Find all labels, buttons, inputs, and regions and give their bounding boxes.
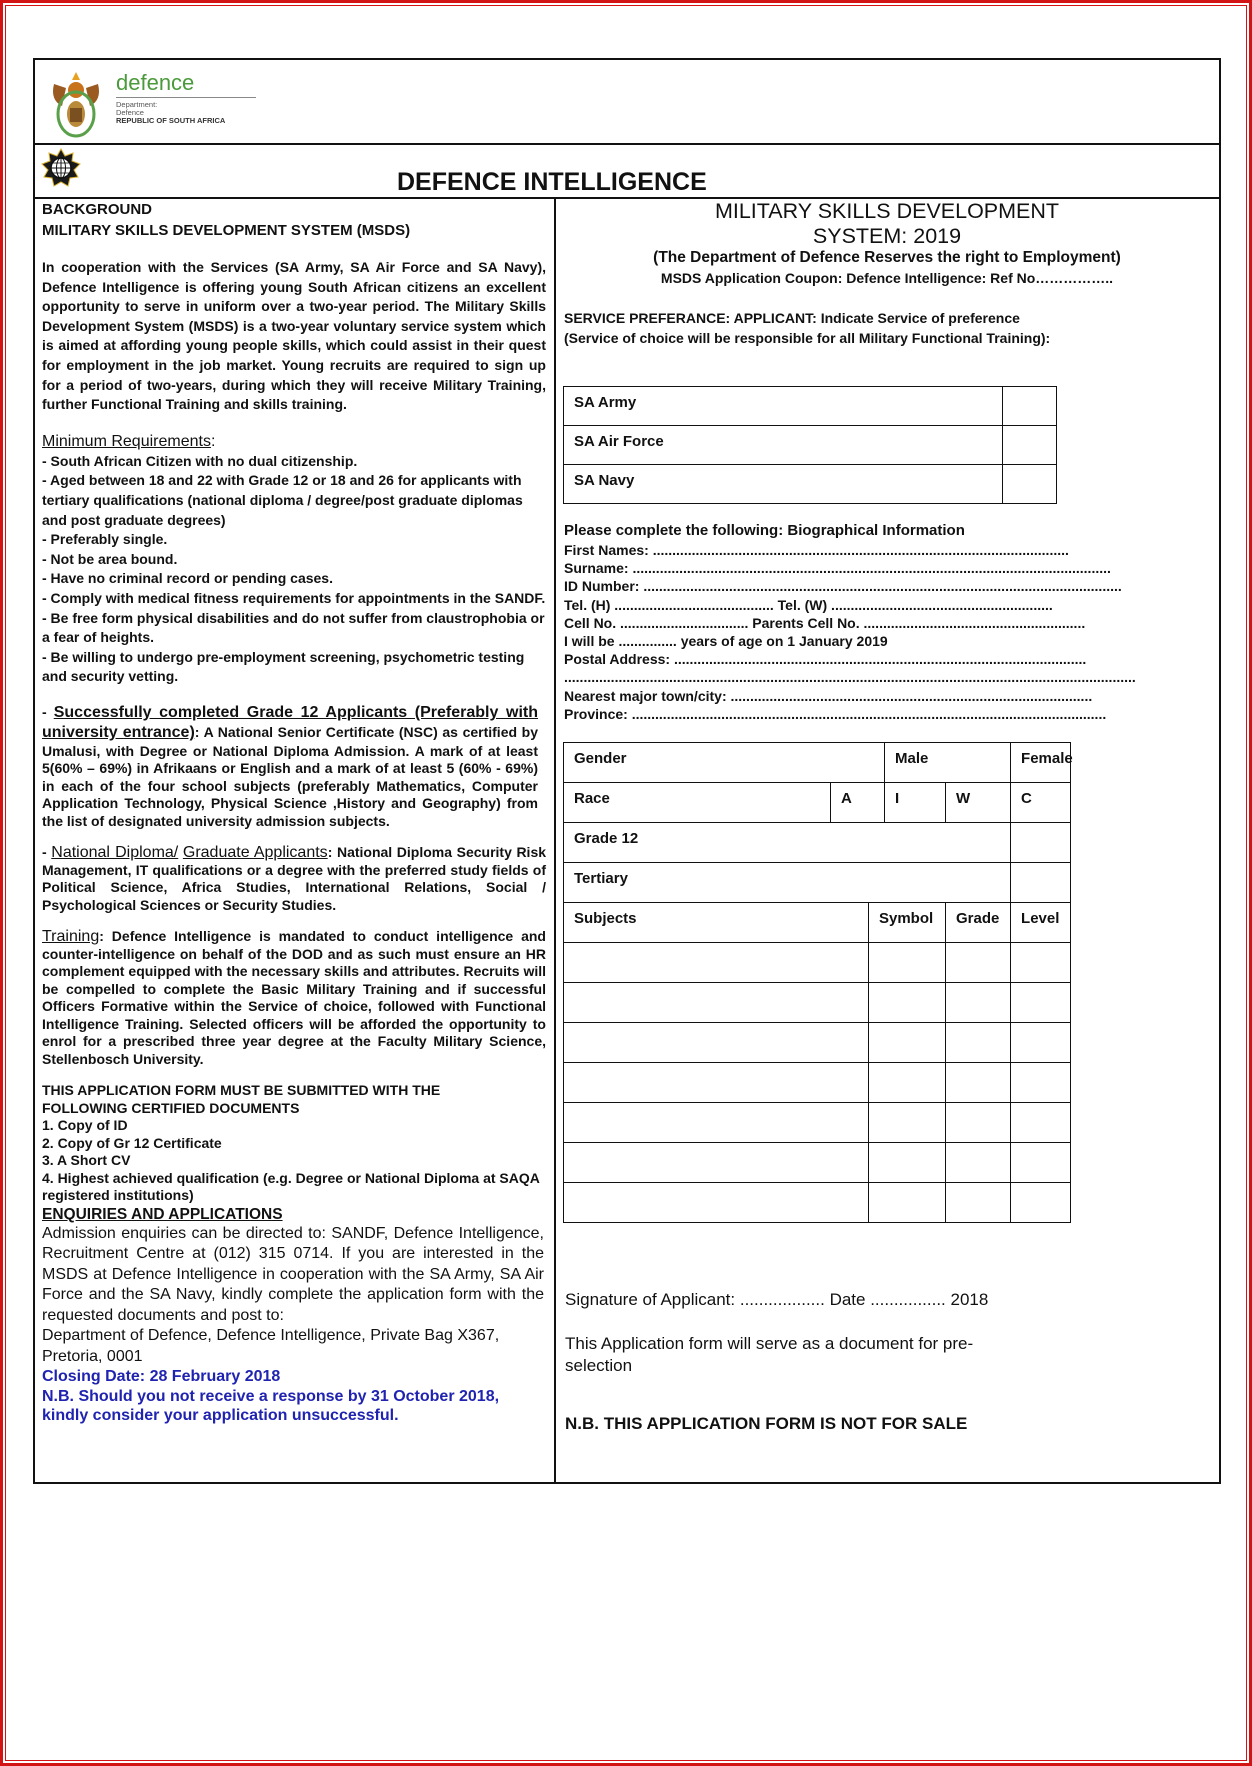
- closing-date: Closing Date: 28 February 2018: [42, 1368, 281, 1386]
- level-cell[interactable]: [1011, 1063, 1071, 1103]
- subject-cell[interactable]: [564, 1103, 869, 1143]
- documents-list: [42, 1117, 546, 1205]
- diploma-title-a: National Diploma/: [51, 844, 179, 862]
- logo-line: REPUBLIC OF SOUTH AFRICA: [116, 116, 226, 125]
- signature-line[interactable]: Signature of Applicant: .................. Date ................ 2018: [565, 1290, 989, 1309]
- grade12-section: - Successfully completed Grade 12 Applicants (Preferably with university entrance): A National Senior Certificate (NSC) as certified by Umalusi, with Degree or National Diploma Admission. A mark of at least 5(60% – 69%) in Afrikaans or English and a mark of at least 5 (60% - 69%) in each of the four school subjects (preferably Mathematics, Computer Application Technology, Physical Science ,History and Geography) from the list of designated university admission subjects.: [42, 703, 538, 829]
- bio-fields: [564, 541, 1136, 723]
- defence-intelligence-emblem: [41, 148, 81, 193]
- not-for-sale-notice: N.B. THIS APPLICATION FORM IS NOT FOR SALE: [565, 1414, 968, 1433]
- coupon-ref: MSDS Application Coupon: Defence Intelligence: Ref No……………..: [660, 270, 1114, 286]
- min-req-title-wrap: Minimum Requirements:: [42, 432, 216, 450]
- subject-row: [564, 983, 1071, 1023]
- cell-number-field[interactable]: Cell No. ................................. Parents Cell No. .........................................................: [564, 614, 1086, 631]
- tertiary-checkbox[interactable]: [1011, 863, 1071, 903]
- intro-paragraph: In cooperation with the Services (SA Army, SA Air Force and SA Navy), Defence Intelligence is offering young South African citizens an excellent opportunity to serve in uniform over a two-year period. The Military Skills Development System (MSDS) is a two-year voluntary service system which is aimed at affording young people skills, which could assist in their quest for employment in the job market. Young recruits are required to sign up for a period of two-years, during which they will receive Military Training, further Functional Training and skills training.: [42, 259, 546, 413]
- service-pref-text: Indicate Service of preference (Service of choice will be responsible for all Military Functional Training):: [564, 310, 1051, 346]
- service-pref-label: SERVICE PREFERANCE: APPLICANT:: [564, 310, 817, 326]
- coat-of-arms-logo: [48, 66, 104, 145]
- level-cell[interactable]: [1011, 1023, 1071, 1063]
- symbol-cell[interactable]: [869, 1143, 946, 1183]
- logo-wordmark: defence: [116, 70, 195, 95]
- symbol-cell[interactable]: [869, 1063, 946, 1103]
- symbol-cell[interactable]: [869, 1023, 946, 1063]
- training-section: Training: Defence Intelligence is mandated to conduct intelligence and counter-intelligence on behalf of the DOD and as such must ensure an HR complement equipped with the necessary skills and attributes. Recruits will be compelled to complete the Basic Military Training and if successful Officers Formative within the Service of choice, followed with Functional Intelligence Training. Selected officers will be afforded the opportunity to enrol for a prescribed three year degree at the Faculty Military Science, Stellenbosch University.: [42, 928, 546, 1067]
- gender-female[interactable]: Female: [1011, 743, 1071, 783]
- level-cell[interactable]: [1011, 943, 1071, 983]
- document-item: 1. Copy of ID: [42, 1117, 128, 1134]
- subject-cell[interactable]: [564, 1023, 869, 1063]
- level-cell[interactable]: [1011, 1183, 1071, 1223]
- service-option: SA Air Force: [564, 426, 1003, 465]
- service-checkbox[interactable]: [1003, 426, 1057, 465]
- level-cell[interactable]: [1011, 1103, 1071, 1143]
- min-req-item: - Be free form physical disabilities and do not suffer from claustrophobia or a fear of heights.: [42, 609, 545, 646]
- telephone-field[interactable]: Tel. (H) ......................................... Tel. (W) .........................................................: [564, 596, 1053, 613]
- service-option: SA Navy: [564, 465, 1003, 504]
- level-cell[interactable]: [1011, 983, 1071, 1023]
- service-checkbox[interactable]: [1003, 387, 1057, 426]
- service-checkbox[interactable]: [1003, 465, 1057, 504]
- grade12-label: Grade 12: [564, 823, 1011, 863]
- document-item: 4. Highest achieved qualification (e.g. Degree or National Diploma at SAQA registered institutions): [42, 1169, 540, 1204]
- subject-row: [564, 1143, 1071, 1183]
- subject-row: [564, 1063, 1071, 1103]
- race-option-w[interactable]: W: [946, 783, 1011, 823]
- race-label: Race: [564, 783, 831, 823]
- grade-cell[interactable]: [946, 1103, 1011, 1143]
- min-req-title: Minimum Requirements: [42, 432, 211, 450]
- subject-cell[interactable]: [564, 943, 869, 983]
- enquiries-title: ENQUIRIES AND APPLICATIONS: [42, 1205, 283, 1223]
- symbol-header: Symbol: [869, 903, 946, 943]
- msds-title-line: MILITARY SKILLS DEVELOPMENT: [714, 199, 1060, 223]
- column-divider: [554, 198, 556, 1482]
- min-req-item: - South African Citizen with no dual citizenship.: [42, 452, 358, 469]
- province-field[interactable]: Province: ..........................................................................................................................: [564, 705, 1107, 722]
- symbol-cell[interactable]: [869, 1183, 946, 1223]
- subject-cell[interactable]: [564, 1143, 869, 1183]
- subjects-header: Subjects: [564, 903, 869, 943]
- training-body: Defence Intelligence is mandated to conduct intelligence and counter-intelligence on behalf of the DOD and as such must ensure an HR complement equipped with the necessary skills and attributes. Recruits will be compelled to complete the Basic Military Training and if successful Officers Formative within the Service of choice, followed with Functional Intelligence Training. Selected officers will be afforded the opportunity to enrol for a prescribed three year degree at the Faculty Military Science, Stellenbosch University.: [42, 928, 546, 1067]
- grade-cell[interactable]: [946, 1023, 1011, 1063]
- min-req-item: - Aged between 18 and 22 with Grade 12 or 18 and 26 for applicants with tertiary qualifications (national diploma / degree/post graduate diplomas and post graduate degrees): [42, 472, 523, 528]
- level-cell[interactable]: [1011, 1143, 1071, 1183]
- logo-line: Defence: [116, 108, 144, 117]
- subject-row: [564, 1183, 1071, 1223]
- document-item: 3. A Short CV: [42, 1152, 131, 1169]
- surname-field[interactable]: Surname: ...........................................................................................................................: [564, 560, 1111, 577]
- postal-address-field-2[interactable]: ...................................................................................................................................................: [564, 669, 1136, 686]
- grade12-title: Successfully completed Grade 12 Applicants (Preferably with university entrance): [42, 703, 538, 741]
- grade-cell[interactable]: [946, 1143, 1011, 1183]
- documents-heading: THIS APPLICATION FORM MUST BE SUBMITTED WITH THE FOLLOWING CERTIFIED DOCUMENTS: [42, 1082, 441, 1116]
- preselection-note: This Application form will serve as a document for pre-selection: [565, 1334, 974, 1375]
- grade12-checkbox[interactable]: [1011, 823, 1071, 863]
- grade-cell[interactable]: [946, 1183, 1011, 1223]
- first-names-field[interactable]: First Names: ...........................................................................................................: [564, 542, 1069, 558]
- msds-title-line: SYSTEM: 2019: [812, 224, 962, 248]
- level-header: Level: [1011, 903, 1071, 943]
- race-option-i[interactable]: I: [885, 783, 946, 823]
- min-req-list: [42, 452, 546, 687]
- gender-male[interactable]: Male: [885, 743, 1011, 783]
- subject-cell[interactable]: [564, 983, 869, 1023]
- document-item: 2. Copy of Gr 12 Certificate: [42, 1134, 222, 1151]
- age-field[interactable]: I will be ............... years of age on 1 January 2019: [564, 633, 888, 650]
- min-req-item: - Comply with medical fitness requirements for appointments in the SANDF.: [42, 589, 546, 606]
- symbol-cell[interactable]: [869, 1103, 946, 1143]
- logo-subtext: [116, 101, 225, 125]
- symbol-cell[interactable]: [869, 943, 946, 983]
- logo-rule: [116, 97, 256, 98]
- min-req-item: - Be willing to undergo pre-employment screening, psychometric testing and security vetting.: [42, 648, 525, 685]
- background-heading: BACKGROUND: [42, 201, 152, 218]
- service-preference: [564, 309, 1064, 348]
- bio-heading: Please complete the following: Biographical Information: [564, 522, 965, 539]
- min-req-item: - Preferably single.: [42, 531, 168, 548]
- race-option-a[interactable]: A: [831, 783, 885, 823]
- left-column: [42, 199, 546, 1426]
- tertiary-label: Tertiary: [564, 863, 1011, 903]
- logo-line: Department:: [116, 100, 158, 109]
- diploma-body: National Diploma Security Risk Management, IT qualifications or a degree with the preferred study fields of Political Science, Africa Studies, International Relations, Social / Psychological Sciences or Security Studies.: [42, 844, 547, 913]
- details-table: [563, 742, 1071, 1223]
- postal-address-field[interactable]: Postal Address: ..........................................................................................................: [564, 651, 1087, 668]
- subject-cell[interactable]: [564, 1063, 869, 1103]
- postal-address: Department of Defence, Defence Intelligence, Private Bag X367, Pretoria, 0001: [42, 1327, 500, 1365]
- subject-cell[interactable]: [564, 1183, 869, 1223]
- grade-header: Grade: [946, 903, 1011, 943]
- enquiries-body: Admission enquiries can be directed to: SANDF, Defence Intelligence, Recruitment Centre at (012) 315 0714. If you are interested in the MSDS at Defence Intelligence in cooperation with the SA Army, SA Air Force and the SA Navy, kindly complete the application form with the requested documents and post to:: [42, 1224, 544, 1324]
- page-title: DEFENCE INTELLIGENCE: [397, 168, 707, 196]
- msds-heading: MILITARY SKILLS DEVELOPMENT SYSTEM (MSDS): [42, 222, 411, 239]
- grade-cell[interactable]: [946, 943, 1011, 983]
- subject-row: [564, 943, 1071, 983]
- gender-label: Gender: [564, 743, 885, 783]
- min-req-item: - Not be area bound.: [42, 550, 178, 567]
- symbol-cell[interactable]: [869, 983, 946, 1023]
- response-notice: N.B. Should you not receive a response by 31 October 2018, kindly consider your application unsuccessful.: [42, 1387, 500, 1425]
- diploma-section: - National Diploma/ Graduate Applicants: National Diploma Security Risk Management, IT qualifications or a degree with the preferred study fields of Political Science, Africa Studies, International Relations, Social / Psychological Sciences or Security Studies.: [42, 844, 547, 913]
- diploma-title-b: Graduate Applicants: [182, 844, 328, 862]
- grade-cell[interactable]: [946, 983, 1011, 1023]
- training-title: Training: [42, 928, 100, 946]
- subject-row: [564, 1103, 1071, 1143]
- min-req-item: - Have no criminal record or pending cases.: [42, 570, 333, 587]
- subject-row: [564, 1023, 1071, 1063]
- reserves-note: (The Department of Defence Reserves the right to Employment): [653, 249, 1121, 266]
- grade-cell[interactable]: [946, 1063, 1011, 1103]
- service-table: [563, 386, 1057, 504]
- race-option-c[interactable]: C: [1011, 783, 1071, 823]
- divider: [33, 143, 1219, 145]
- service-option: SA Army: [564, 387, 1003, 426]
- msds-title: [556, 199, 1218, 249]
- id-number-field[interactable]: ID Number: ...........................................................................................................................: [564, 578, 1122, 595]
- nearest-town-field[interactable]: Nearest major town/city: .............................................................................................: [564, 687, 1093, 704]
- grade12-body: A National Senior Certificate (NSC) as certified by Umalusi, with Degree or National Diploma Admission. A mark of at least 5(60% – 69%) in Afrikaans or English and a mark of at least 5 (60% - 69%) in each of the four school subjects (preferably Mathematics, Computer Application Technology, Physical Science ,History and Geography) from the list of designated university admission subjects.: [42, 723, 538, 829]
